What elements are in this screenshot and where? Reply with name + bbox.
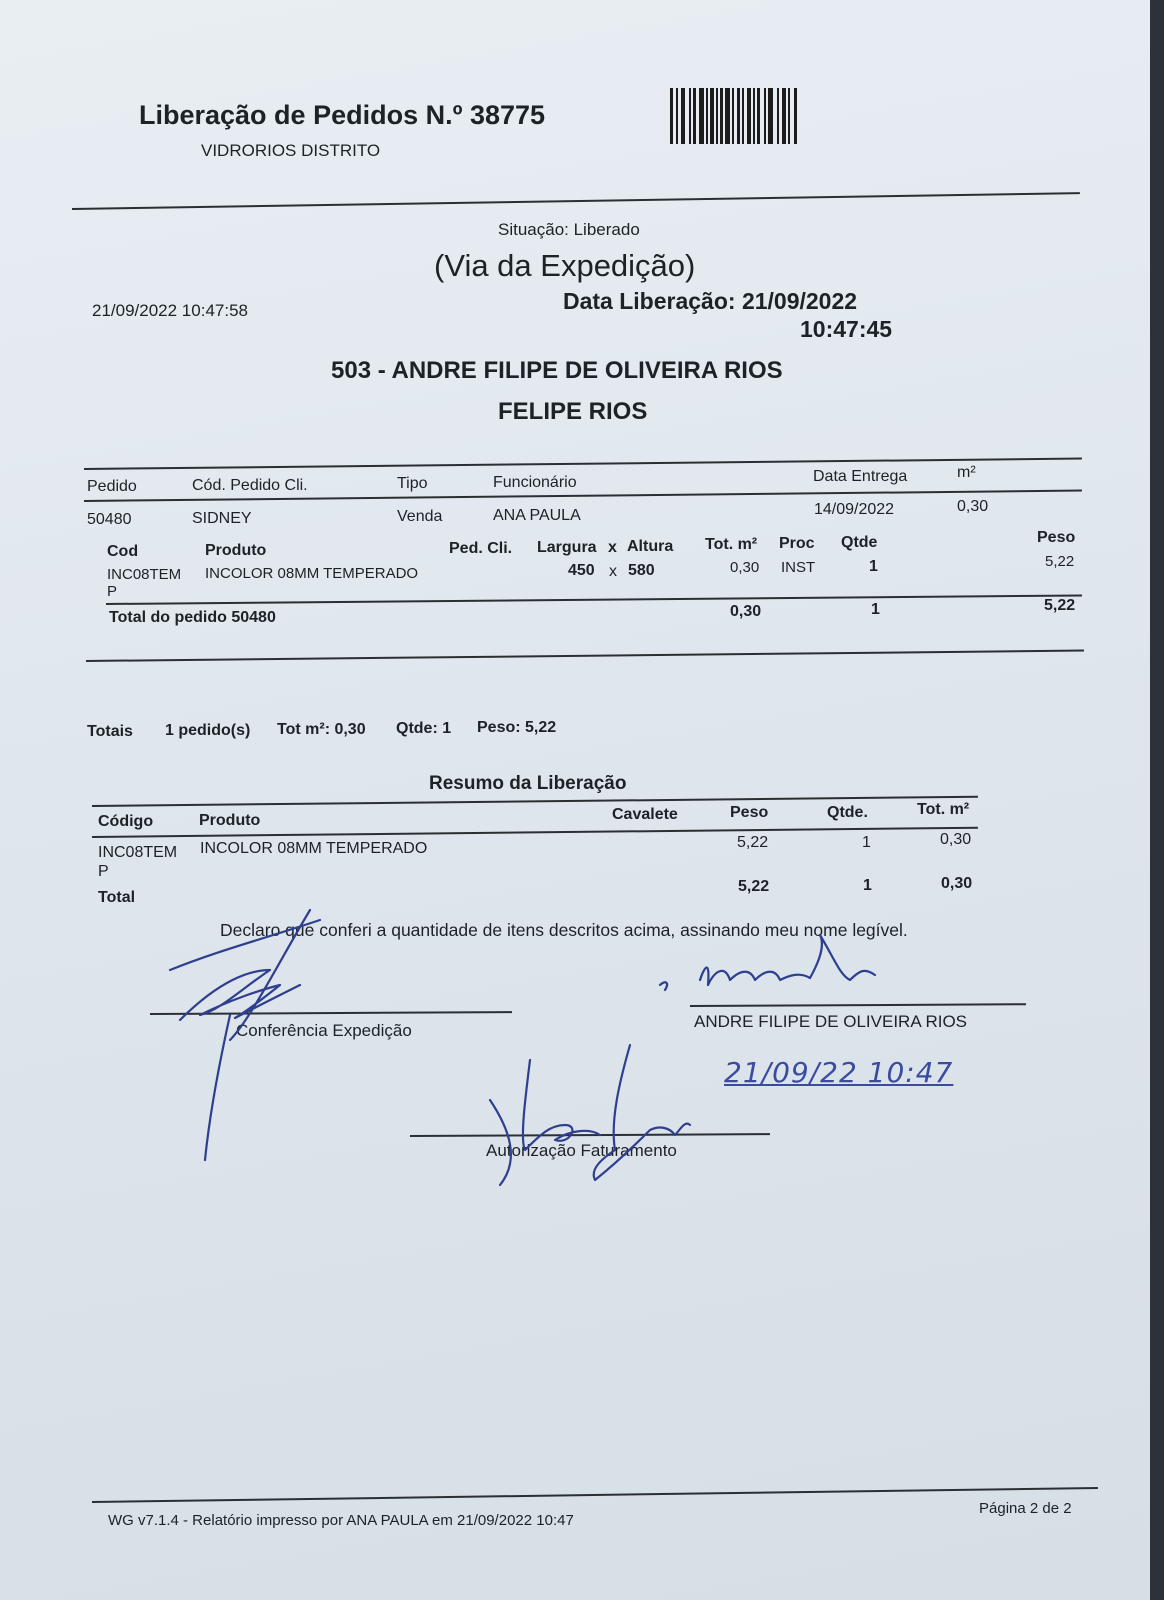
item-altura: 580 bbox=[628, 562, 655, 579]
summary-col-qtde: Qtde. bbox=[827, 804, 868, 821]
item-produto: INCOLOR 08MM TEMPERADO bbox=[205, 565, 419, 582]
order-tipo: Venda bbox=[397, 508, 443, 525]
handwritten-date: 21/09/22 10:47 bbox=[724, 1056, 954, 1089]
summary-codigo: INC08TEM bbox=[98, 844, 178, 861]
item-proc: INST bbox=[781, 559, 816, 576]
items-col-peso: Peso bbox=[1037, 529, 1076, 546]
summary-col-codigo: Código bbox=[98, 813, 154, 830]
divider bbox=[84, 458, 1082, 470]
items-col-qtde: Qtde bbox=[841, 534, 878, 551]
item-qtde: 1 bbox=[869, 558, 878, 575]
order-total-label: Total do pedido 50480 bbox=[109, 609, 276, 626]
totals-peso: Peso: 5,22 bbox=[477, 719, 557, 736]
items-col-cod: Cod bbox=[107, 543, 139, 560]
items-col-altura: Altura bbox=[627, 538, 674, 555]
copy-type: (Via da Expedição) bbox=[434, 248, 696, 283]
totals-qtde: Qtde: 1 bbox=[396, 720, 452, 737]
items-col-x: x bbox=[608, 539, 617, 556]
signature-autorizacao bbox=[470, 1040, 710, 1190]
document-title: Liberação de Pedidos N.º 38775 bbox=[139, 100, 546, 130]
summary-col-cavalete: Cavalete bbox=[612, 806, 678, 823]
totals-label: Totais bbox=[87, 723, 133, 740]
totals-m2: Tot m²: 0,30 bbox=[277, 721, 366, 738]
footer-page: Página 2 de 2 bbox=[979, 1500, 1072, 1517]
autorizacao-label: Autorização Faturamento bbox=[486, 1141, 677, 1160]
order-total-qtde: 1 bbox=[871, 601, 880, 618]
conferencia-label: Conferência Expedição bbox=[236, 1021, 412, 1040]
summary-total-qtde: 1 bbox=[863, 877, 872, 894]
summary-title: Resumo da Liberação bbox=[429, 773, 627, 794]
items-col-proc: Proc bbox=[779, 535, 815, 552]
summary-qtde: 1 bbox=[862, 834, 871, 851]
declaration-text: Declaro que conferi a quantidade de itens descritos acima, assinando meu nome legível. bbox=[220, 920, 908, 940]
col-m2: m² bbox=[957, 464, 976, 481]
footer-printed-by: WG v7.1.4 - Relatório impresso por ANA PAULA em 21/09/2022 10:47 bbox=[108, 1512, 574, 1529]
client-signature-name: ANDRE FILIPE DE OLIVEIRA RIOS bbox=[694, 1012, 968, 1031]
item-x: x bbox=[609, 563, 617, 580]
summary-total-tot-m2: 0,30 bbox=[941, 875, 973, 892]
status-text: Situação: Liberado bbox=[498, 220, 640, 239]
summary-peso: 5,22 bbox=[737, 834, 769, 851]
summary-total-label: Total bbox=[98, 889, 136, 906]
order-funcionario: ANA PAULA bbox=[493, 507, 581, 524]
totals-pedidos: 1 pedido(s) bbox=[165, 722, 251, 739]
order-total-peso: 5,22 bbox=[1044, 597, 1076, 614]
client-name: 503 - ANDRE FILIPE DE OLIVEIRA RIOS bbox=[331, 357, 783, 384]
print-datetime: 21/09/2022 10:47:58 bbox=[92, 301, 248, 320]
summary-tot-m2: 0,30 bbox=[940, 831, 972, 848]
release-time: 10:47:45 bbox=[800, 316, 893, 342]
barcode bbox=[670, 88, 846, 144]
order-total-m2: 0,30 bbox=[730, 603, 762, 620]
order-cod-pedido-cli: SIDNEY bbox=[192, 510, 252, 527]
item-peso: 5,22 bbox=[1045, 553, 1075, 570]
item-tot-m2: 0,30 bbox=[730, 559, 760, 576]
items-col-tot-m2: Tot. m² bbox=[705, 536, 758, 553]
divider bbox=[86, 650, 1084, 662]
summary-produto: INCOLOR 08MM TEMPERADO bbox=[200, 840, 428, 857]
summary-col-peso: Peso bbox=[730, 804, 769, 821]
summary-total-peso: 5,22 bbox=[738, 878, 770, 895]
col-funcionario: Funcionário bbox=[493, 474, 577, 491]
col-pedido: Pedido bbox=[87, 478, 137, 495]
col-tipo: Tipo bbox=[397, 475, 428, 492]
col-cod-pedido-cli: Cód. Pedido Cli. bbox=[192, 477, 308, 494]
divider bbox=[92, 1487, 1098, 1503]
col-data-entrega: Data Entrega bbox=[813, 468, 908, 485]
company-name: VIDRORIOS DISTRITO bbox=[201, 141, 381, 160]
item-largura: 450 bbox=[568, 562, 595, 579]
summary-codigo-cont: P bbox=[98, 863, 109, 880]
order-data-entrega: 14/09/2022 bbox=[814, 501, 895, 518]
items-col-ped-cli: Ped. Cli. bbox=[449, 540, 513, 557]
signature-client bbox=[650, 930, 890, 1020]
order-m2: 0,30 bbox=[957, 498, 989, 515]
divider bbox=[106, 594, 1082, 605]
item-cod-cont: P bbox=[107, 583, 118, 600]
divider bbox=[72, 192, 1080, 210]
summary-col-tot-m2: Tot. m² bbox=[917, 801, 970, 818]
summary-col-produto: Produto bbox=[199, 812, 261, 829]
items-col-produto: Produto bbox=[205, 542, 267, 559]
order-pedido: 50480 bbox=[87, 511, 132, 528]
signature-conferencia bbox=[160, 900, 330, 1170]
client-alias: FELIPE RIOS bbox=[498, 398, 648, 425]
release-date: Data Liberação: 21/09/2022 bbox=[563, 288, 858, 314]
items-col-largura: Largura bbox=[537, 539, 597, 556]
item-cod: INC08TEM bbox=[107, 566, 182, 583]
